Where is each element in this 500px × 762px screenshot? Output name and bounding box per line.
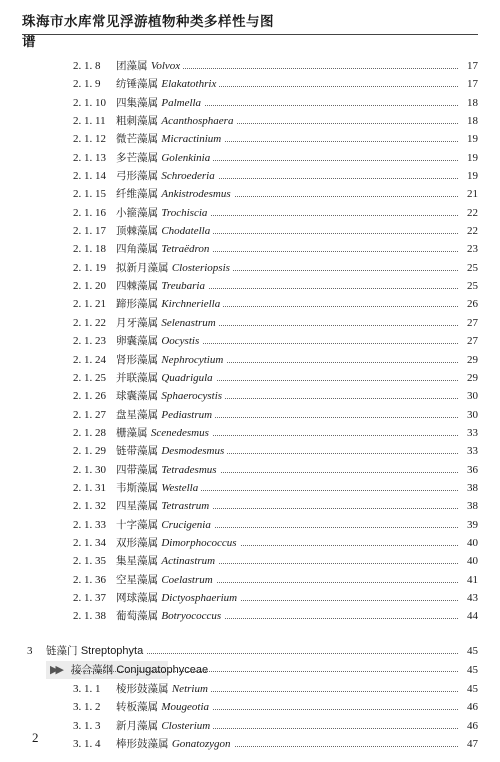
genus-latin: Closteriopsis xyxy=(171,261,230,274)
genus-latin: Closterium xyxy=(161,719,211,732)
genus-latin: Micractinium xyxy=(161,133,222,146)
genus-cn: 微芒藻属 xyxy=(116,133,158,146)
toc-entry[interactable] xyxy=(0,680,500,698)
toc-page-number: 41 xyxy=(458,571,478,589)
genus-cn: 棒形鼓藻属 xyxy=(116,738,169,751)
genus-cn: 空星藻属 xyxy=(116,573,158,586)
genus-latin: Trochiscia xyxy=(161,206,208,219)
toc-entry-number: 2. 1. 37 xyxy=(73,591,106,604)
genus-latin: Mougeotia xyxy=(161,701,210,714)
toc-entry[interactable] xyxy=(0,112,500,130)
toc-entry-number: 2. 1. 12 xyxy=(73,133,106,146)
genus-latin: Dimorphococcus xyxy=(161,536,237,549)
toc-entry[interactable] xyxy=(0,75,500,93)
toc-entry-title xyxy=(116,369,462,387)
toc-entry[interactable] xyxy=(0,479,500,497)
toc-entry-title xyxy=(116,112,462,130)
double-arrow-icon: ▶▶ xyxy=(50,663,61,676)
toc-entry-title xyxy=(116,130,462,148)
genus-cn: 集星藻属 xyxy=(116,555,158,568)
genus-cn: 肾形藻属 xyxy=(116,353,158,366)
genus-cn: 月牙藻属 xyxy=(116,316,158,329)
genus-latin: Desmodesmus xyxy=(161,445,225,458)
genus-latin: Coelastrum xyxy=(161,573,213,586)
toc-section-title xyxy=(46,642,462,660)
class-cn: 接合藻纲 xyxy=(71,664,113,676)
toc-entry-title xyxy=(116,461,462,479)
toc-entry[interactable] xyxy=(0,497,500,515)
class-en: Conjugatophyceae xyxy=(116,664,209,676)
toc-page-number: 17 xyxy=(458,75,478,93)
toc-entry-title xyxy=(116,442,462,460)
toc-entry-number: 3. 1. 2 xyxy=(73,701,101,714)
genus-latin: Tetradesmus xyxy=(161,463,217,476)
toc-entry-number: 3. 1. 1 xyxy=(73,683,101,695)
toc-entry[interactable] xyxy=(0,130,500,148)
toc-class-title xyxy=(71,660,462,680)
genus-latin: Oocystis xyxy=(161,335,200,348)
toc-entry-title xyxy=(116,351,462,369)
toc-entry-title xyxy=(116,607,462,625)
toc-entry-number: 2. 1. 17 xyxy=(73,225,106,238)
toc-entry[interactable] xyxy=(0,57,500,75)
toc-entry[interactable] xyxy=(0,717,500,735)
table-of-contents xyxy=(0,57,500,753)
toc-entry[interactable] xyxy=(0,406,500,424)
genus-cn: 蹄形藻属 xyxy=(116,298,158,311)
toc-entry-title xyxy=(116,589,462,607)
toc-entry-number: 2. 1. 35 xyxy=(73,555,106,568)
toc-page-number: 36 xyxy=(458,461,478,479)
toc-entry-title xyxy=(116,516,462,534)
toc-entry-title xyxy=(116,387,462,405)
toc-entry-title xyxy=(116,149,462,167)
toc-entry-number: 2. 1. 38 xyxy=(73,610,106,623)
toc-entry[interactable] xyxy=(0,516,500,534)
toc-page-number: 22 xyxy=(458,222,478,240)
genus-cn: 葡萄藻属 xyxy=(116,610,158,623)
toc-entry-title xyxy=(116,75,462,93)
toc-entry[interactable] xyxy=(0,259,500,277)
genus-latin: Selenastrum xyxy=(161,316,216,329)
genus-cn: 四集藻属 xyxy=(116,96,158,109)
toc-entry-title xyxy=(116,277,462,295)
toc-entry-number: 2. 1. 21 xyxy=(73,298,106,311)
toc-page-number: 27 xyxy=(458,332,478,350)
genus-latin: Sphaerocystis xyxy=(161,390,223,403)
toc-entry-title xyxy=(116,552,462,570)
toc-page-number: 40 xyxy=(458,552,478,570)
toc-entry-title xyxy=(116,571,462,589)
toc-entry[interactable] xyxy=(0,167,500,185)
genus-cn: 球囊藻属 xyxy=(116,390,158,403)
toc-page-number: 23 xyxy=(458,240,478,258)
genus-cn: 十字藻属 xyxy=(116,518,158,531)
page-number: 2 xyxy=(32,730,39,745)
toc-entry-number: 2. 1. 33 xyxy=(73,518,106,531)
toc-page-number: 38 xyxy=(458,497,478,515)
toc-entry-title xyxy=(116,185,462,203)
toc-page-number: 45 xyxy=(458,642,478,660)
toc-section-row[interactable] xyxy=(0,642,500,660)
toc-page-number: 44 xyxy=(458,607,478,625)
genus-latin: Nephrocytium xyxy=(161,353,224,366)
toc-entry-number: 2. 1. 32 xyxy=(73,500,106,513)
toc-entry-title xyxy=(116,295,462,313)
genus-latin: Netrium xyxy=(171,683,208,695)
toc-entry-number: 2. 1. 19 xyxy=(73,261,106,274)
genus-cn: 团藻属 xyxy=(116,60,148,72)
toc-page-number: 46 xyxy=(458,717,478,735)
genus-cn: 粗刺藻属 xyxy=(116,115,158,128)
genus-cn: 棱形鼓藻属 xyxy=(116,683,169,695)
genus-cn: 四带藻属 xyxy=(116,463,158,476)
toc-entry[interactable] xyxy=(0,277,500,295)
toc-entry[interactable] xyxy=(0,240,500,258)
toc-page-number: 17 xyxy=(458,57,478,75)
toc-class-row[interactable] xyxy=(0,660,500,680)
genus-cn: 栅藻属 xyxy=(116,426,148,439)
toc-entry-title xyxy=(116,406,462,424)
toc-page-number: 45 xyxy=(458,680,478,698)
running-header: 珠海市水库常见浮游植物种类多样性与图谱 xyxy=(22,14,274,50)
toc-entry-number: 2. 1. 27 xyxy=(73,408,106,421)
toc-entry-number: 2. 1. 25 xyxy=(73,371,106,384)
toc-page-number: 39 xyxy=(458,516,478,534)
genus-cn: 弓形藻属 xyxy=(116,170,158,183)
toc-entry[interactable] xyxy=(0,295,500,313)
genus-latin: Dictyosphaerium xyxy=(161,591,238,604)
toc-entry[interactable] xyxy=(0,204,500,222)
toc-page-number: 25 xyxy=(458,277,478,295)
toc-entry-number: 2. 1. 30 xyxy=(73,463,106,476)
toc-entry[interactable] xyxy=(0,149,500,167)
toc-entry-title xyxy=(116,479,462,497)
genus-latin: Golenkinia xyxy=(161,151,211,164)
toc-entry-number: 2. 1. 20 xyxy=(73,280,106,293)
genus-cn: 链带藻属 xyxy=(116,445,158,458)
toc-page-number: 21 xyxy=(458,185,478,203)
toc-entry-number: 2. 1. 13 xyxy=(73,151,106,164)
genus-cn: 并联藻属 xyxy=(116,371,158,384)
toc-entry-title xyxy=(116,314,462,332)
toc-entry-title xyxy=(116,698,462,716)
genus-latin: Pediastrum xyxy=(161,408,213,421)
toc-section-number: 3 xyxy=(27,644,33,657)
toc-entry-title xyxy=(116,94,462,112)
toc-page-number: 43 xyxy=(458,589,478,607)
toc-entry-number: 2. 1. 28 xyxy=(73,426,106,439)
toc-entry[interactable] xyxy=(0,607,500,625)
toc-page-number: 22 xyxy=(458,204,478,222)
toc-page-number: 19 xyxy=(458,130,478,148)
section-gap xyxy=(0,626,500,642)
toc-entry-title xyxy=(116,534,462,552)
toc-entry[interactable] xyxy=(0,698,500,716)
toc-page-number: 19 xyxy=(458,167,478,185)
toc-entry-title xyxy=(116,222,462,240)
toc-page-number: 33 xyxy=(458,424,478,442)
section-cn: 链藻门 xyxy=(46,644,78,657)
genus-latin: Chodatella xyxy=(161,225,211,238)
genus-cn: 四星藻属 xyxy=(116,500,158,513)
toc-entry-title xyxy=(116,717,462,735)
toc-entry[interactable] xyxy=(0,442,500,460)
genus-cn: 双形藻属 xyxy=(116,536,158,549)
genus-cn: 四角藻属 xyxy=(116,243,158,256)
genus-latin: Schroederia xyxy=(161,170,215,183)
toc-entry[interactable] xyxy=(0,552,500,570)
genus-latin: Palmella xyxy=(161,96,202,109)
toc-entry[interactable] xyxy=(0,351,500,369)
toc-entry-number: 2. 1. 22 xyxy=(73,316,106,329)
toc-entry-title xyxy=(116,57,462,75)
toc-entry-title xyxy=(116,735,462,753)
toc-entry-number: 2. 1. 29 xyxy=(73,445,106,458)
toc-entry-number: 2. 1. 9 xyxy=(73,78,101,91)
toc-entry-number: 2. 1. 14 xyxy=(73,170,106,183)
genus-cn: 拟新月藻属 xyxy=(116,261,169,274)
genus-cn: 卵囊藻属 xyxy=(116,335,158,348)
toc-entry[interactable] xyxy=(0,571,500,589)
toc-entries-3-1 xyxy=(0,680,500,753)
toc-page-number: 27 xyxy=(458,314,478,332)
toc-entry[interactable] xyxy=(0,387,500,405)
genus-latin: Tetraëdron xyxy=(161,243,210,256)
toc-entry[interactable] xyxy=(0,332,500,350)
toc-entry-title xyxy=(116,167,462,185)
toc-entry[interactable] xyxy=(0,369,500,387)
toc-entry-number: 3. 1. 4 xyxy=(73,738,101,751)
genus-cn: 新月藻属 xyxy=(116,719,158,732)
genus-cn: 多芒藻属 xyxy=(116,151,158,164)
toc-page-number: 45 xyxy=(458,660,478,680)
toc-page-number: 47 xyxy=(458,735,478,753)
toc-page-number: 29 xyxy=(458,369,478,387)
genus-latin: Kirchneriella xyxy=(161,298,221,311)
toc-entry-title xyxy=(116,240,462,258)
genus-cn: 网球藻属 xyxy=(116,591,158,604)
toc-entry-title xyxy=(116,332,462,350)
genus-latin: Elakatothrix xyxy=(161,78,217,91)
toc-page-number: 46 xyxy=(458,698,478,716)
toc-entry[interactable] xyxy=(0,424,500,442)
toc-entries-2-1 xyxy=(0,57,500,626)
genus-cn: 纺锤藻属 xyxy=(116,78,158,91)
toc-page-number: 18 xyxy=(458,112,478,130)
genus-latin: Scenedesmus xyxy=(150,426,209,439)
toc-page-number: 30 xyxy=(458,406,478,424)
toc-entry-number: 2. 1. 8 xyxy=(73,60,101,72)
toc-entry-number: 2. 1. 10 xyxy=(73,96,106,109)
toc-page-number: 26 xyxy=(458,295,478,313)
toc-entry[interactable] xyxy=(0,534,500,552)
toc-entry[interactable] xyxy=(0,222,500,240)
toc-page-number: 30 xyxy=(458,387,478,405)
genus-latin: Tetrastrum xyxy=(161,500,210,513)
genus-cn: 转板藻属 xyxy=(116,701,158,714)
toc-entry-number: 2. 1. 18 xyxy=(73,243,106,256)
genus-latin: Acanthosphaera xyxy=(161,115,234,128)
toc-entry-number: 2. 1. 34 xyxy=(73,536,106,549)
genus-cn: 韦斯藻属 xyxy=(116,481,158,494)
toc-entry-number: 2. 1. 15 xyxy=(73,188,106,201)
toc-entry[interactable] xyxy=(0,314,500,332)
toc-entry-number: 2. 1. 23 xyxy=(73,335,106,348)
toc-entry-number: 2. 1. 11 xyxy=(73,115,106,128)
toc-entry[interactable] xyxy=(0,185,500,203)
toc-entry[interactable] xyxy=(0,461,500,479)
toc-entry-title xyxy=(116,259,462,277)
genus-cn: 纤维藻属 xyxy=(116,188,158,201)
genus-latin: Quadrigula xyxy=(161,371,213,384)
genus-cn: 顶棘藻属 xyxy=(116,225,158,238)
toc-page-number: 29 xyxy=(458,351,478,369)
toc-entry[interactable] xyxy=(0,94,500,112)
toc-entry-number: 2. 1. 16 xyxy=(73,206,106,219)
genus-cn: 四棘藻属 xyxy=(116,280,158,293)
toc-page-number: 38 xyxy=(458,479,478,497)
toc-entry[interactable] xyxy=(0,735,500,753)
toc-page-number: 33 xyxy=(458,442,478,460)
header-rule xyxy=(22,34,478,35)
toc-page-number: 25 xyxy=(458,259,478,277)
genus-latin: Ankistrodesmus xyxy=(161,188,231,201)
genus-latin: Westella xyxy=(161,481,199,494)
genus-cn: 盘星藻属 xyxy=(116,408,158,421)
toc-entry-title xyxy=(116,204,462,222)
toc-page-number: 40 xyxy=(458,534,478,552)
genus-cn: 小箍藻属 xyxy=(116,206,158,219)
genus-latin: Botryococcus xyxy=(161,610,222,623)
toc-entry-number: 2. 1. 24 xyxy=(73,353,106,366)
toc-entry-title xyxy=(116,680,462,698)
toc-page-number: 19 xyxy=(458,149,478,167)
genus-latin: Gonatozygon xyxy=(171,738,231,751)
toc-entry-title xyxy=(116,424,462,442)
toc-entry-title xyxy=(116,497,462,515)
toc-page-number: 18 xyxy=(458,94,478,112)
toc-entry[interactable] xyxy=(0,589,500,607)
genus-latin: Volvox xyxy=(150,60,181,72)
genus-latin: Crucigenia xyxy=(161,518,211,531)
toc-entry-number: 3. 1. 3 xyxy=(73,719,101,732)
toc-entry-number: 2. 1. 31 xyxy=(73,481,106,494)
toc-entry-number: 2. 1. 26 xyxy=(73,390,106,403)
genus-latin: Treubaria xyxy=(161,280,205,293)
toc-entry-number: 2. 1. 36 xyxy=(73,573,106,586)
genus-latin: Actinastrum xyxy=(161,555,216,568)
section-en: Streptophyta xyxy=(80,644,144,657)
